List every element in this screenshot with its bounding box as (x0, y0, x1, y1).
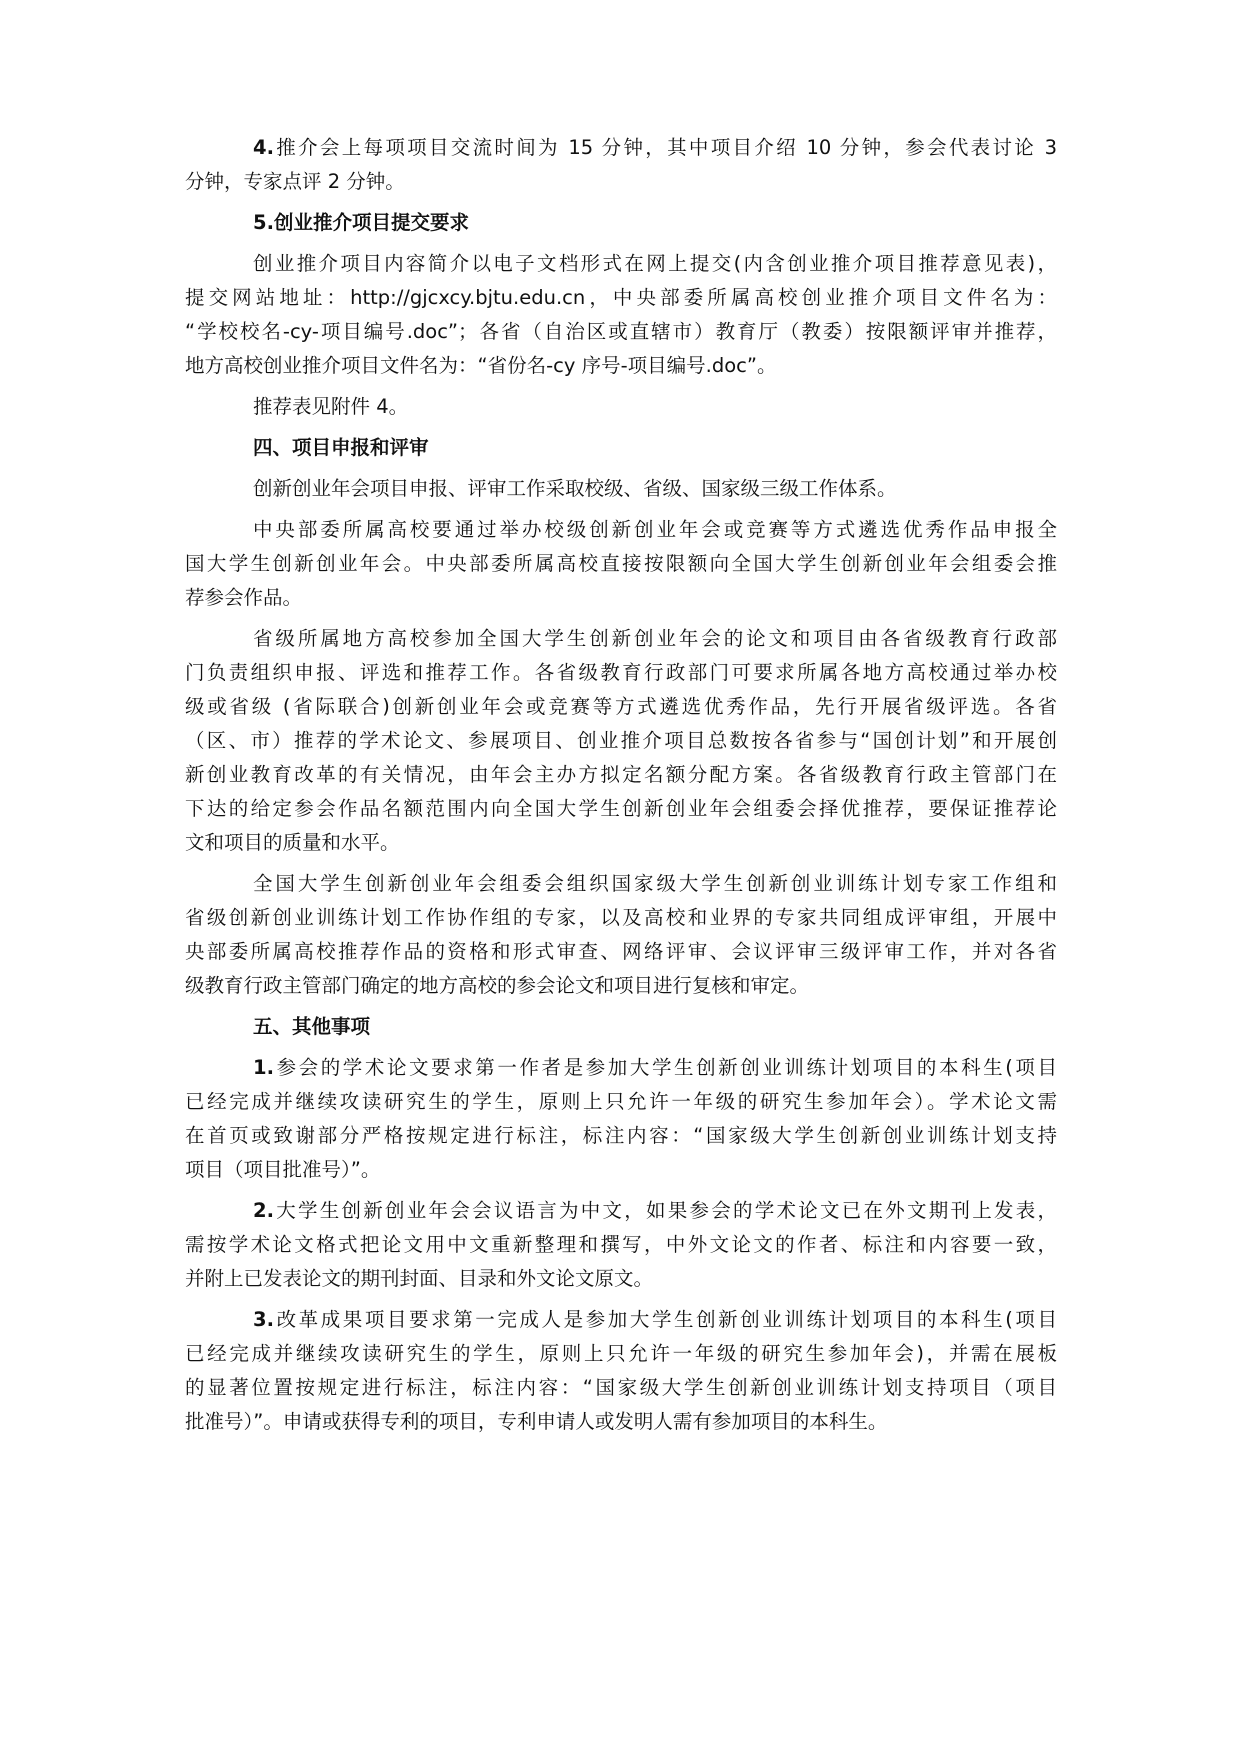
line-text: 提交网站地址：http://gjcxcy.bjtu.edu.cn，中央部委所属高校创业推介项目文件名为： (185, 286, 1057, 309)
text-line (185, 826, 1057, 860)
line-text: 下达的给定参会作品名额范围内向全国大学生创新创业年会组委会择优推荐，要保证推荐论 (185, 797, 1057, 820)
text-line (185, 281, 1057, 315)
section-heading (185, 431, 1057, 465)
text-line (185, 724, 1057, 758)
text-line (185, 247, 1057, 281)
line-text: 参会的学术论文要求第一作者是参加大学生创新创业训练计划项目的本科生(项目 (273, 1056, 1057, 1079)
paragraph (185, 867, 1057, 1003)
text-line (185, 206, 1057, 240)
text-line (185, 1051, 1057, 1085)
line-text: 央部委所属高校推荐作品的资格和形式审查、网络评审、会议评审三级评审工作，并对各省 (185, 940, 1057, 963)
document-page (185, 131, 1057, 1446)
text-line (185, 1371, 1057, 1405)
text-line (185, 690, 1057, 724)
line-text: 创业推介项目内容简介以电子文档形式在网上提交(内含创业推介项目推荐意见表)， (253, 252, 1057, 275)
line-text: 推介会上每项项目交流时间为 15 分钟，其中项目介绍 10 分钟，参会代表讨论 3 (273, 136, 1057, 159)
text-line (185, 792, 1057, 826)
item-number: 4. (253, 136, 274, 159)
line-text: 项目（项目批准号）”。 (185, 1158, 381, 1181)
section-heading (185, 206, 1057, 240)
line-text: 创业推介项目提交要求 (273, 211, 469, 234)
item-number: 3. (253, 1308, 274, 1331)
line-text: 新创业教育改革的有关情况，由年会主办方拟定名额分配方案。各省级教育行政主管部门在 (185, 763, 1057, 786)
line-text: 需按学术论文格式把论文用中文重新整理和撰写，中外文论文的作者、标注和内容要一致， (185, 1233, 1057, 1256)
text-line (185, 431, 1057, 465)
line-text: （区、市）推荐的学术论文、参展项目、创业推介项目总数按各省参与“国创计划”和开展创 (185, 729, 1057, 752)
line-text: 门负责组织申报、评选和推荐工作。各省级教育行政部门可要求所属各地方高校通过举办校 (185, 661, 1057, 684)
text-line (185, 1153, 1057, 1187)
line-text: 批准号）”。申请或获得专利的项目，专利申请人或发明人需有参加项目的本科生。 (185, 1410, 888, 1433)
text-line (185, 622, 1057, 656)
line-text: 省级创新创业训练计划工作协作组的专家，以及高校和业界的专家共同组成评审组，开展中 (185, 906, 1057, 929)
line-text: 五、其他事项 (253, 1015, 371, 1038)
text-line (185, 656, 1057, 690)
line-text: “学校校名-cy-项目编号.doc”；各省（自治区或直辖市）教育厅（教委）按限额评审并推荐， (185, 320, 1057, 343)
paragraph (185, 1303, 1057, 1439)
text-line (185, 1303, 1057, 1337)
item-number: 1. (253, 1056, 274, 1079)
line-text: 文和项目的质量和水平。 (185, 831, 400, 854)
paragraph (185, 1051, 1057, 1187)
line-text: 地方高校创业推介项目文件名为：“省份名-cy 序号-项目编号.doc”。 (185, 354, 777, 377)
text-line (185, 131, 1057, 165)
text-line (185, 1085, 1057, 1119)
section-heading (185, 1010, 1057, 1044)
paragraph (185, 513, 1057, 615)
item-number: 2. (253, 1199, 274, 1222)
text-line (185, 969, 1057, 1003)
line-text: 创新创业年会项目申报、评审工作采取校级、省级、国家级三级工作体系。 (253, 477, 897, 500)
paragraph (185, 390, 1057, 424)
text-line (185, 935, 1057, 969)
text-line (185, 349, 1057, 383)
text-line (185, 390, 1057, 424)
paragraph (185, 622, 1057, 860)
line-text: 的显著位置按规定进行标注，标注内容：“国家级大学生创新创业训练计划支持项目（项目 (185, 1376, 1057, 1399)
line-text: 分钟，专家点评 2 分钟。 (185, 170, 405, 193)
line-text: 全国大学生创新创业年会组委会组织国家级大学生创新创业训练计划专家工作组和 (253, 872, 1057, 895)
text-line (185, 1228, 1057, 1262)
line-text: 大学生创新创业年会会议语言为中文，如果参会的学术论文已在外文期刊上发表， (273, 1199, 1057, 1222)
item-number: 5. (253, 211, 274, 234)
line-text: 国大学生创新创业年会。中央部委所属高校直接按限额向全国大学生创新创业年会组委会推 (185, 552, 1057, 575)
text-line (185, 758, 1057, 792)
line-text: 级或省级 (省际联合)创新创业年会或竞赛等方式遴选优秀作品，先行开展省级评选。各省 (185, 695, 1057, 718)
paragraph (185, 1194, 1057, 1296)
text-line (185, 513, 1057, 547)
text-line (185, 867, 1057, 901)
line-text: 在首页或致谢部分严格按规定进行标注，标注内容：“国家级大学生创新创业训练计划支持 (185, 1124, 1057, 1147)
paragraph (185, 247, 1057, 383)
text-line (185, 315, 1057, 349)
line-text: 已经完成并继续攻读研究生的学生，原则上只允许一年级的研究生参加年会）。学术论文需 (185, 1090, 1057, 1113)
line-text: 四、项目申报和评审 (253, 436, 429, 459)
text-line (185, 1337, 1057, 1371)
paragraph (185, 131, 1057, 199)
line-text: 荐参会作品。 (185, 586, 303, 609)
text-line (185, 1194, 1057, 1228)
text-line (185, 1262, 1057, 1296)
line-text: 中央部委所属高校要通过举办校级创新创业年会或竞赛等方式遴选优秀作品申报全 (253, 518, 1057, 541)
line-text: 已经完成并继续攻读研究生的学生，原则上只允许一年级的研究生参加年会)，并需在展板 (185, 1342, 1057, 1365)
text-line (185, 472, 1057, 506)
text-line (185, 901, 1057, 935)
text-line (185, 581, 1057, 615)
line-text: 级教育行政主管部门确定的地方高校的参会论文和项目进行复核和审定。 (185, 974, 810, 997)
text-line (185, 547, 1057, 581)
text-line (185, 1119, 1057, 1153)
text-line (185, 1010, 1057, 1044)
line-text: 并附上已发表论文的期刊封面、目录和外文论文原文。 (185, 1267, 654, 1290)
text-line (185, 165, 1057, 199)
text-line (185, 1405, 1057, 1439)
line-text: 改革成果项目要求第一完成人是参加大学生创新创业训练计划项目的本科生(项目 (273, 1308, 1057, 1331)
line-text: 省级所属地方高校参加全国大学生创新创业年会的论文和项目由各省级教育行政部 (253, 627, 1057, 650)
paragraph (185, 472, 1057, 506)
line-text: 推荐表见附件 4。 (253, 395, 409, 418)
